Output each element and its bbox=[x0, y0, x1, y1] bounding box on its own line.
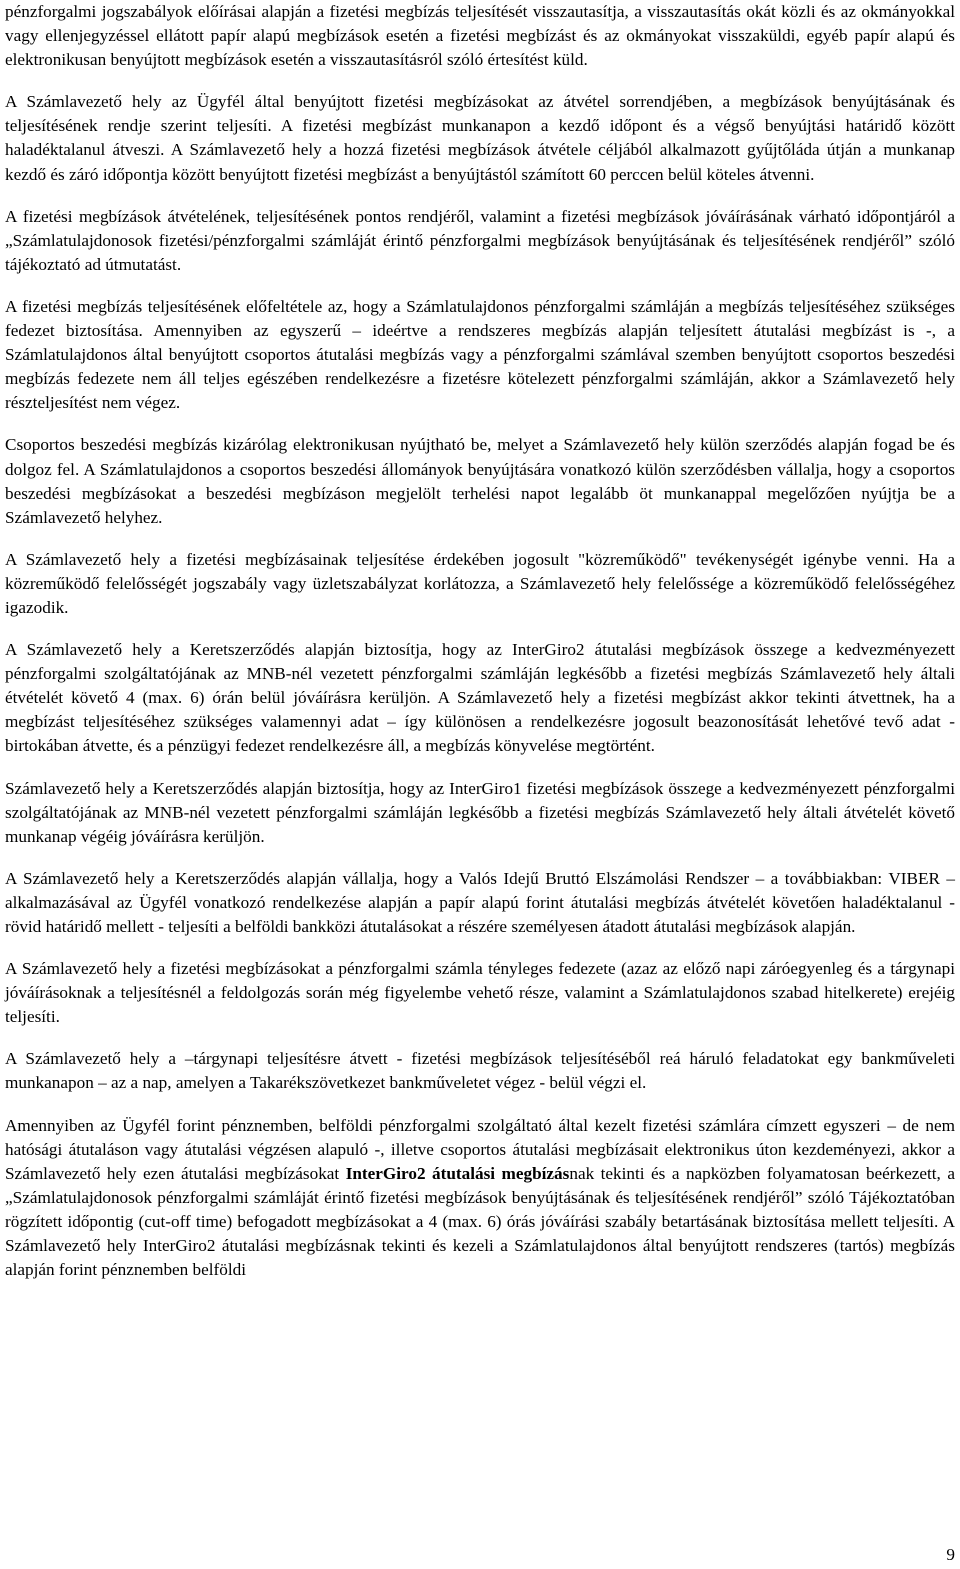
paragraph-4: A fizetési megbízás teljesítésének előfeltétele az, hogy a Számlatulajdonos pénzforgalmi számláján a megbízás teljesítéséhez szükséges fedezet biztosítása. Amennyiben az egyszerű – ideértve a rendszeres megbízás alapján teljesített átutalási megbízást is -, a Számlatulajdonos által benyújtott csoportos átutalási megbízás vagy a pénzforgalmi számlával szemben benyújtott csoportos beszedési megbízás fedezete nem áll teljes egészében rendelkezésre a fizetésre kötelezett pénzforgalmi számláján, akkor a Számlavezető hely részteljesítést nem végez. bbox=[5, 296, 955, 413]
paragraph-12-start: Amennyiben az Ügyfél forint pénznemben, belföldi pénzforgalmi szolgáltató által kezelt fizetési számlára címzett egyszeri – de nem hatósági átutaláson vagy átutalási végzésen alapuló -, illetve csoportos átutalási megbízásait elektronikus úton kezdeményezi, akkor a Számlavezető hely ezen átutalási megbízásokat bbox=[5, 1115, 955, 1183]
paragraph-1: pénzforgalmi jogszabályok előírásai alapján a fizetési megbízás teljesítését visszautasítja, a visszautasítás okát közli és az okmányokkal vagy ellenjegyzéssel ellátott papír alapú megbízások esetén a fizetési megbízást és az okmányokat visszaküldi, egyéb papír alapú és elektronikusan benyújtott megbízások esetén a visszautasításról szóló értesítést küld. bbox=[5, 2, 955, 70]
paragraph-6: A Számlavezető hely a fizetési megbízásainak teljesítése érdekében jogosult "közreműködő" tevékenységét igénybe venni. Ha a közreműködő felelősségét jogszabály vagy üzletszabályzat korlátozza, a Számlavezető hely felelőssége a közreműködő felelősségéhez igazodik. bbox=[5, 549, 955, 617]
paragraph-11: A Számlavezető hely a –tárgynapi teljesítésre átvett - fizetési megbízások teljesítéséből reá háruló feladatokat egy bankműveleti munkanapon – az a nap, amelyen a Takarékszövetkezet bankműveletet végez - belül végzi el. bbox=[5, 1049, 955, 1093]
paragraph-8: Számlavezető hely a Keretszerződés alapján biztosítja, hogy az InterGiro1 fizetési megbízások összege a kedvezményezett pénzforgalmi szolgáltatójának az MNB-nél vezetett pénzforgalmi számláján legkésőbb a fizetési megbízás Számlavezető hely általi átvételét követő munkanap végéig jóváírásra kerüljön. bbox=[5, 778, 955, 846]
paragraph-12-bold-term: InterGiro2 átutalási megbízás bbox=[345, 1163, 570, 1183]
document-page bbox=[5, 0, 955, 1300]
paragraph-9: A Számlavezető hely a Keretszerződés alapján vállalja, hogy a Valós Idejű Bruttó Elszámolási Rendszer – a továbbiakban: VIBER – alkalmazásával az Ügyfél vonatkozó rendelkezése alapján a papír alapú forint átutalási megbízás átvételét követően haladéktalanul - rövid határidő mellett - teljesíti a belföldi bankközi átutalásokat a részére személyesen átadott átutalási megbízások alapján. bbox=[5, 868, 955, 936]
paragraph-3: A fizetési megbízások átvételének, teljesítésének pontos rendjéről, valamint a fizetési megbízások jóváírásának várható időpontjáról a „Számlatulajdonosok fizetési/pénzforgalmi számláját érintő pénzforgalmi megbízások benyújtásának és teljesítésének rendjéről” szóló tájékoztató ad útmutatást. bbox=[5, 206, 955, 274]
paragraph-5: Csoportos beszedési megbízás kizárólag elektronikusan nyújtható be, melyet a Számlavezető hely külön szerződés alapján fogad be és dolgoz fel. A Számlatulajdonos a csoportos beszedési állományok benyújtására vonatkozó külön szerződésben vállalja, hogy a csoportos beszedési megbízásokat a beszedési megbízáson megjelölt terhelési napot legalább öt munkanappal megelőzően nyújtja be a Számlavezető helyhez. bbox=[5, 435, 955, 527]
paragraph-7: A Számlavezető hely a Keretszerződés alapján biztosítja, hogy az InterGiro2 átutalási megbízások összege a kedvezményezett pénzforgalmi szolgáltatójának az MNB-nél vezetett pénzforgalmi számláján legkésőbb a fizetési megbízás Számlavezető hely általi étvételét követő 4 (max. 6) órán belül jóváírásra kerüljön. A Számlavezető hely a fizetési megbízást akkor tekinti átvettnek, ha a megbízást teljesítéséhez szükséges valamennyi adat – így különösen a rendelkezésre jogosult beazonosítását lehetővé tevő adat - birtokában átvette, és a pénzügyi fedezet rendelkezésre áll, a megbízás könyvelése megtörtént. bbox=[5, 640, 955, 756]
paragraph-10: A Számlavezető hely a fizetési megbízásokat a pénzforgalmi számla tényleges fedezete (azaz az előző napi záróegyenleg és a tárgynapi jóváírásoknak a teljesítésnél a feldolgozás során még figyelembe vehető része, valamint a Számlatulajdonos szabad hitelkerete) erejéig teljesíti. bbox=[5, 959, 955, 1027]
paragraph-12 bbox=[5, 1114, 955, 1283]
page-number: 9 bbox=[946, 1545, 955, 1564]
paragraph-12-end: nak tekinti és a napközben folyamatosan beérkezett, a „Számlatulajdonosok pénzforgalmi számláját érintő fizetési megbízások benyújtásának és teljesítésének rendjéről” szóló Tájékoztatóban rögzített időpontig (cut-off time) befogadott megbízásokat a 4 (max. 6) órás jóváírási szabály betartásának biztosítása mellett teljesíti. A Számlavezető hely InterGiro2 átutalási megbízásnak tekinti és kezeli a Számlatulajdonos által benyújtott rendszeres (tartós) megbízás alapján forint pénznemben belföldi bbox=[5, 1163, 955, 1280]
paragraph-2: A Számlavezető hely az Ügyfél által benyújtott fizetési megbízásokat az átvétel sorrendjében, a megbízások benyújtásának és teljesítésének rendje szerint teljesíti. A fizetési megbízást munkanapon a kezdő időpont és a végső benyújtási határidő között haladéktalanul átveszi. A Számlavezető hely a hozzá fizetési megbízások átvétele céljából alkalmazott gyűjtőláda útján a munkanap kezdő és záró időpontja között benyújtott fizetési megbízást a benyújtástól számított 60 perccen belül köteles átvenni. bbox=[5, 92, 955, 184]
